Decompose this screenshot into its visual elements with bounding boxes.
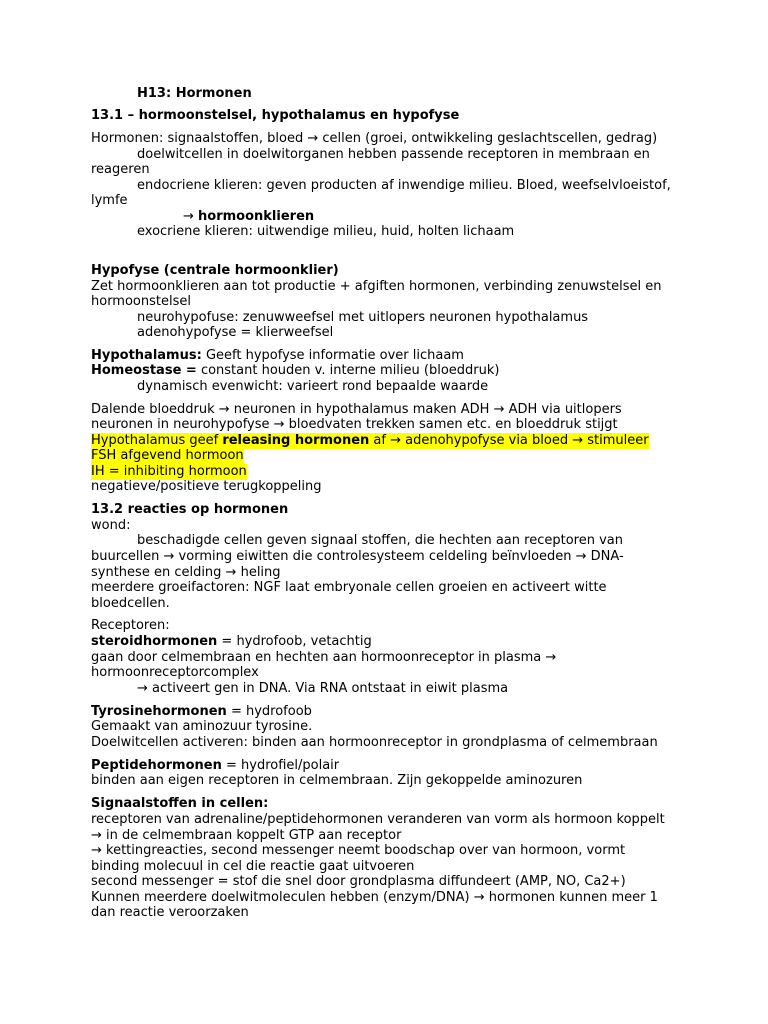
- paragraph-line: Dalende bloeddruk → neuronen in hypothalamus maken ADH → ADH via uitlopers: [91, 402, 622, 417]
- bold-term: Tyrosinehormonen: [91, 704, 227, 719]
- paragraph-line: lymfe: [91, 193, 128, 208]
- line-text: = hydrofiel/polair: [221, 758, 340, 773]
- paragraph-line: beschadigde cellen geven signaal stoffen, die hechten aan receptoren van: [137, 533, 623, 548]
- bold-term: releasing hormonen: [222, 433, 370, 448]
- paragraph-line: binden aan eigen receptoren in celmembraan. Zijn gekoppelde aminozuren: [91, 773, 583, 788]
- highlighted-line: FSH afgevend hormoon: [91, 448, 244, 463]
- paragraph-line: gaan door celmembraan en hechten aan hormoonreceptor in plasma →: [91, 650, 557, 665]
- paragraph-line: binding molecuul in cel die reactie gaat uitvoeren: [91, 859, 415, 874]
- paragraph-line: meerdere groeifactoren: NGF laat embryonale cellen groeien en activeert witte: [91, 580, 607, 595]
- paragraph-line: bloedcellen.: [91, 596, 170, 611]
- bold-term: Homeostase =: [91, 363, 197, 378]
- line-text: af → adenohypofyse via bloed → stimuleer: [369, 433, 649, 448]
- paragraph-line: exocriene klieren: uitwendige milieu, huid, holten lichaam: [137, 224, 515, 239]
- paragraph-line: hormoonstelsel: [91, 294, 191, 309]
- line-text: Hypothalamus geef: [91, 433, 223, 448]
- line-text: = hydrofoob: [226, 704, 312, 719]
- section-heading-13-2: 13.2 reacties op hormonen: [91, 502, 289, 517]
- paragraph-line: buurcellen → vorming eiwitten die controlesysteem celdeling beïnvloeden → DNA-: [91, 549, 624, 564]
- highlighted-line: IH = inhibiting hormoon: [91, 464, 247, 479]
- paragraph-line: endocriene klieren: geven producten af inwendige milieu. Bloed, weefselvloeistof,: [137, 178, 671, 193]
- bold-term: Hypothalamus:: [91, 348, 202, 363]
- paragraph-line: [91, 758, 339, 774]
- paragraph-line: receptoren van adrenaline/peptidehormonen veranderen van vorm als hormoon koppelt: [91, 812, 665, 827]
- paragraph-line: adenohypofyse = klierweefsel: [137, 325, 334, 340]
- paragraph-line: → kettingreacties, second messenger neemt boodschap over van hormoon, vormt: [91, 843, 626, 858]
- paragraph-line: [91, 634, 372, 650]
- paragraph-line: → activeert gen in DNA. Via RNA ontstaat in eiwit plasma: [137, 681, 509, 696]
- paragraph-line: doelwitcellen in doelwitorganen hebben passende receptoren in membraan en: [137, 147, 650, 162]
- paragraph-line: reageren: [91, 162, 150, 177]
- arrow-text: →: [183, 209, 199, 224]
- heading-hypofyse: Hypofyse (centrale hormoonklier): [91, 263, 339, 278]
- paragraph-line: second messenger = stof die snel door grondplasma diffundeert (AMP, NO, Ca2+): [91, 874, 626, 889]
- paragraph-line: [91, 704, 312, 720]
- section-heading-13-1: 13.1 – hormoonstelsel, hypothalamus en hypofyse: [91, 108, 460, 123]
- paragraph-line: Kunnen meerdere doelwitmoleculen hebben (enzym/DNA) → hormonen kunnen meer 1: [91, 890, 658, 905]
- paragraph-line: [183, 209, 314, 225]
- paragraph-line: Doelwitcellen activeren: binden aan hormoonreceptor in grondplasma of celmembraan: [91, 735, 658, 750]
- doc-title: H13: Hormonen: [137, 86, 252, 101]
- paragraph-line: wond:: [91, 518, 131, 533]
- paragraph-line: [91, 348, 464, 364]
- paragraph-line: synthese en celding → heling: [91, 565, 281, 580]
- highlighted-line: [91, 433, 649, 449]
- bold-term: Peptidehormonen: [91, 758, 222, 773]
- paragraph-line: Receptoren:: [91, 618, 170, 633]
- paragraph-line: dan reactie veroorzaken: [91, 905, 249, 920]
- bold-term: steroidhormonen: [91, 634, 218, 649]
- line-text: = hydrofoob, vetachtig: [217, 634, 372, 649]
- paragraph-line: neurohypofuse: zenuwweefsel met uitlopers neuronen hypothalamus: [137, 310, 589, 325]
- paragraph-line: → in de celmembraan koppelt GTP aan receptor: [91, 828, 402, 843]
- bold-term: hormoonklieren: [198, 209, 315, 224]
- paragraph-line: Gemaakt van aminozuur tyrosine.: [91, 719, 313, 734]
- paragraph-line: neuronen in neurohypofyse → bloedvaten trekken samen etc. en bloeddruk stijgt: [91, 417, 618, 432]
- paragraph-line: hormoonreceptorcomplex: [91, 665, 259, 680]
- paragraph-line: Zet hormoonklieren aan tot productie + afgiften hormonen, verbinding zenuwstelsel en: [91, 279, 662, 294]
- line-text: Geeft hypofyse informatie over lichaam: [201, 348, 464, 363]
- paragraph-line: Hormonen: signaalstoffen, bloed → cellen (groei, ontwikkeling geslachtscellen, gedrag): [91, 131, 658, 146]
- heading-signaalstoffen: Signaalstoffen in cellen:: [91, 796, 269, 811]
- paragraph-line: dynamisch evenwicht: varieert rond bepaalde waarde: [137, 379, 489, 394]
- paragraph-line: [91, 363, 499, 379]
- paragraph-line: negatieve/positieve terugkoppeling: [91, 479, 322, 494]
- line-text: constant houden v. interne milieu (bloeddruk): [196, 363, 500, 378]
